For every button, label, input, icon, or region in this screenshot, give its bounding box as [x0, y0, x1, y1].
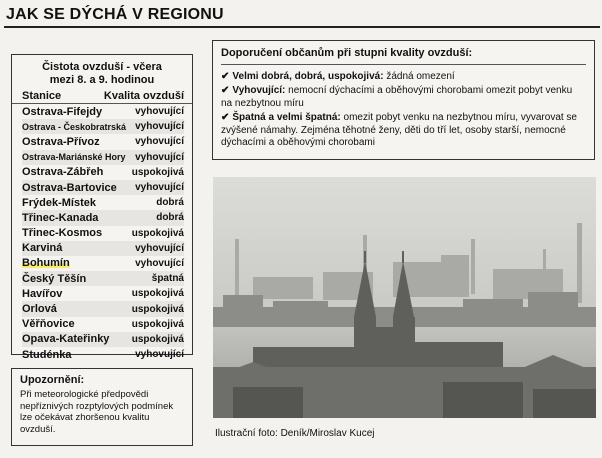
quality-value: vyhovující: [135, 182, 184, 194]
station-name: Věřňovice: [22, 318, 75, 331]
warning-title: Upozornění:: [20, 374, 85, 386]
quality-value: vyhovující: [135, 136, 184, 148]
city-skyline-illustration: [213, 177, 596, 418]
table-title: [12, 61, 192, 87]
quality-value: uspokojivá: [131, 333, 184, 345]
check-mark-icon: ✔: [221, 85, 230, 96]
headline-rule: [4, 26, 600, 28]
recommendation-label: Špatná a velmi špatná:: [232, 112, 341, 123]
station-name: Ostrava-Mariánské Hory: [22, 152, 126, 163]
table-row: [22, 256, 184, 271]
table-row: [22, 347, 184, 362]
recommendations-title: Doporučení občanům při stupni kvality ovzduší:: [221, 47, 586, 65]
warning-text: Při meteorologické předpovědi nepříznivých rozptylových podmínek lze očekávat zhoršenou kvalitu ovzduší.: [20, 389, 174, 435]
station-name: Ostrava-Zábřeh: [22, 166, 104, 179]
quality-value: vyhovující: [135, 106, 184, 118]
recommendation-item: [221, 71, 586, 84]
quality-value: vyhovující: [135, 151, 184, 163]
recommendations-box: [212, 40, 595, 160]
check-mark-icon: ✔: [221, 112, 230, 123]
quality-value: uspokojivá: [131, 318, 184, 330]
column-header-quality: Kvalita ovzduší: [103, 90, 184, 102]
station-name: Havířov: [22, 287, 63, 300]
table-row: [22, 317, 184, 332]
station-name: Karviná: [22, 242, 63, 255]
table-header: [12, 89, 192, 104]
recommendation-text: nemocní dýchacími a oběhovými chorobami omezit pobyt venku na nezbytnou míru: [221, 85, 573, 109]
table-row: [22, 150, 184, 165]
station-name: Ostrava-Přívoz: [22, 135, 100, 148]
table-row: [22, 271, 184, 286]
station-name: Třinec-Kosmos: [22, 227, 103, 240]
recommendation-text: žádná omezení: [383, 70, 455, 82]
table-row: [22, 241, 184, 256]
recommendation-label: Vyhovující:: [232, 85, 286, 96]
station-name: Bohumín: [22, 257, 70, 270]
table-row: [22, 104, 184, 119]
station-name: Opava-Kateřinky: [22, 333, 110, 346]
headline: JAK SE DÝCHÁ V REGIONU: [6, 6, 224, 23]
station-name: Český Těšín: [22, 272, 87, 285]
station-name: Ostrava - Českobratrská: [22, 121, 127, 132]
table-row: [22, 119, 184, 134]
table-row: [22, 210, 184, 225]
quality-value: uspokojivá: [131, 166, 184, 178]
table-title-line1: Čistota ovzduší - včera: [42, 61, 162, 73]
city-smog-photo: [213, 177, 596, 418]
table-row: [22, 226, 184, 241]
quality-value: uspokojivá: [131, 303, 184, 315]
table-row: [22, 165, 184, 180]
table-row: [22, 286, 184, 301]
recommendation-label: Velmi dobrá, dobrá, uspokojivá:: [232, 70, 384, 82]
quality-value: vyhovující: [135, 257, 184, 269]
quality-value: dobrá: [156, 212, 184, 224]
table-row: [22, 195, 184, 210]
recommendation-item: [221, 112, 586, 150]
air-quality-table: [11, 54, 193, 361]
table-body: [12, 104, 192, 362]
station-name: Třinec-Kanada: [22, 211, 99, 224]
table-row: [22, 180, 184, 195]
table-row: [22, 301, 184, 316]
quality-value: vyhovující: [135, 242, 184, 254]
column-header-station: Stanice: [22, 90, 62, 102]
quality-value: špatná: [151, 273, 184, 285]
station-name: Frýdek-Místek: [22, 196, 96, 209]
photo-caption: Ilustrační foto: Deník/Miroslav Kucej: [215, 428, 375, 439]
station-name: Studénka: [22, 348, 72, 361]
table-row: [22, 134, 184, 149]
station-name: Ostrava-Bartovice: [22, 181, 117, 194]
station-name: Orlová: [22, 303, 57, 316]
quality-value: dobrá: [156, 197, 184, 209]
table-title-line2: mezi 8. a 9. hodinou: [49, 74, 155, 86]
quality-value: vyhovující: [135, 121, 184, 133]
recommendation-item: [221, 85, 586, 110]
quality-value: vyhovující: [135, 349, 184, 361]
station-name: Ostrava-Fifejdy: [22, 105, 103, 118]
check-mark-icon: ✔: [221, 70, 230, 82]
quality-value: uspokojivá: [131, 227, 184, 239]
warning-box: [11, 368, 193, 446]
recommendation-text: omezit pobyt venku na nezbytnou míru, vyvarovat se zvýšené námahy. Zejména těhotné ženy, děti do tří let, osoby starší, nemocné dýchacími a oběhovými chorobami: [221, 112, 577, 148]
quality-value: uspokojivá: [131, 288, 184, 300]
table-row: [22, 332, 184, 347]
